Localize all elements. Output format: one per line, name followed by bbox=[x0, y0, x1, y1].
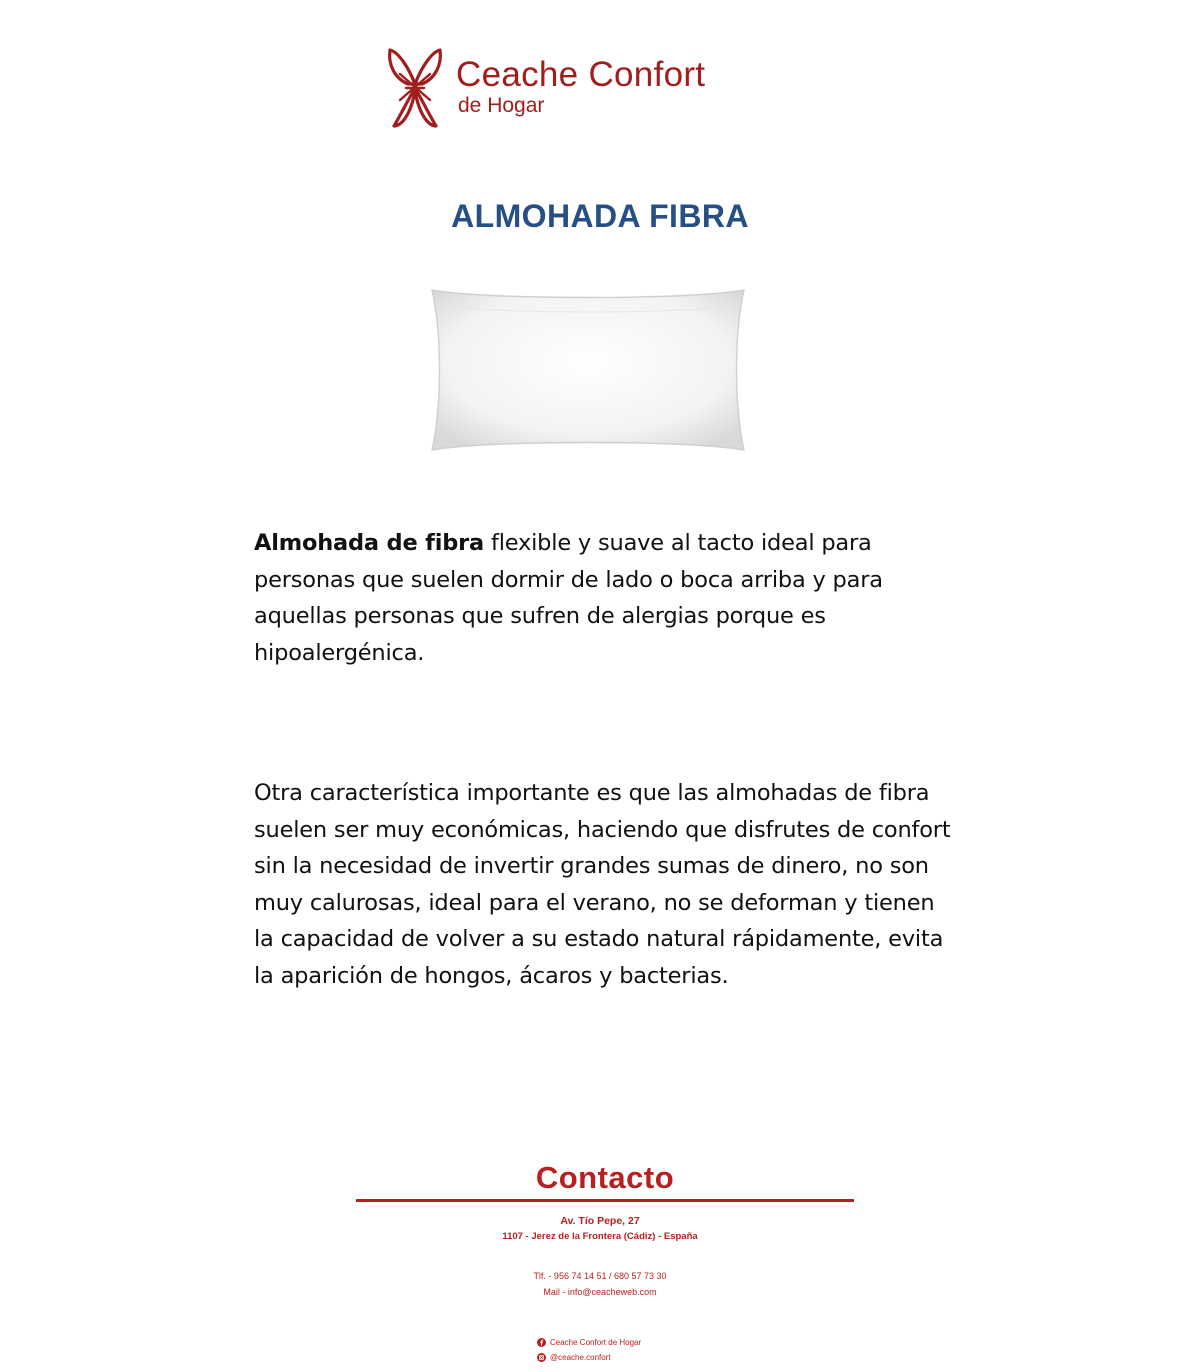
brand-name: Ceache Confort bbox=[456, 55, 706, 94]
facebook-icon bbox=[537, 1338, 546, 1347]
butterfly-logo-icon bbox=[386, 44, 444, 130]
description-paragraph bbox=[254, 525, 954, 671]
contact-address-street: Av. Tío Pepe, 27 bbox=[560, 1215, 640, 1227]
brand-logo bbox=[386, 44, 756, 134]
description-bold-lead: Almohada de fibra bbox=[254, 530, 485, 556]
description-text: flexible y suave al tacto ideal para personas que suelen dormir de lado o boca arriba y para aquellas personas que sufren de alergias porque es hipoalergénica. bbox=[254, 530, 883, 666]
instagram-link[interactable] bbox=[537, 1353, 611, 1362]
contact-divider bbox=[356, 1199, 854, 1202]
instagram-label: @ceache.confort bbox=[550, 1353, 611, 1362]
features-paragraph: Otra característica importante es que las almohadas de fibra suelen ser muy económicas, haciendo que disfrutes de confort sin la necesidad de invertir grandes sumas de dinero, no son muy calurosas, ideal para el verano, no se deforman y tienen la capacidad de volver a su estado natural rápidamente, evita la aparición de hongos, ácaros y bacterias. bbox=[254, 780, 951, 989]
contact-address-city: 1107 - Jerez de la Frontera (Cádiz) - España bbox=[502, 1231, 698, 1242]
contact-heading: Contacto bbox=[535, 1160, 675, 1195]
facebook-label: Ceache Confort de Hogar bbox=[550, 1338, 642, 1347]
pillow-image bbox=[426, 286, 750, 454]
facebook-link[interactable] bbox=[537, 1338, 641, 1347]
brand-tagline: de Hogar bbox=[458, 94, 545, 117]
page-title: ALMOHADA FIBRA bbox=[451, 198, 749, 234]
contact-phone: Tlf. - 956 74 14 51 / 680 57 73 30 bbox=[533, 1271, 667, 1281]
contact-mail: Mail - info@ceacheweb.com bbox=[543, 1287, 657, 1297]
instagram-icon bbox=[537, 1353, 546, 1362]
